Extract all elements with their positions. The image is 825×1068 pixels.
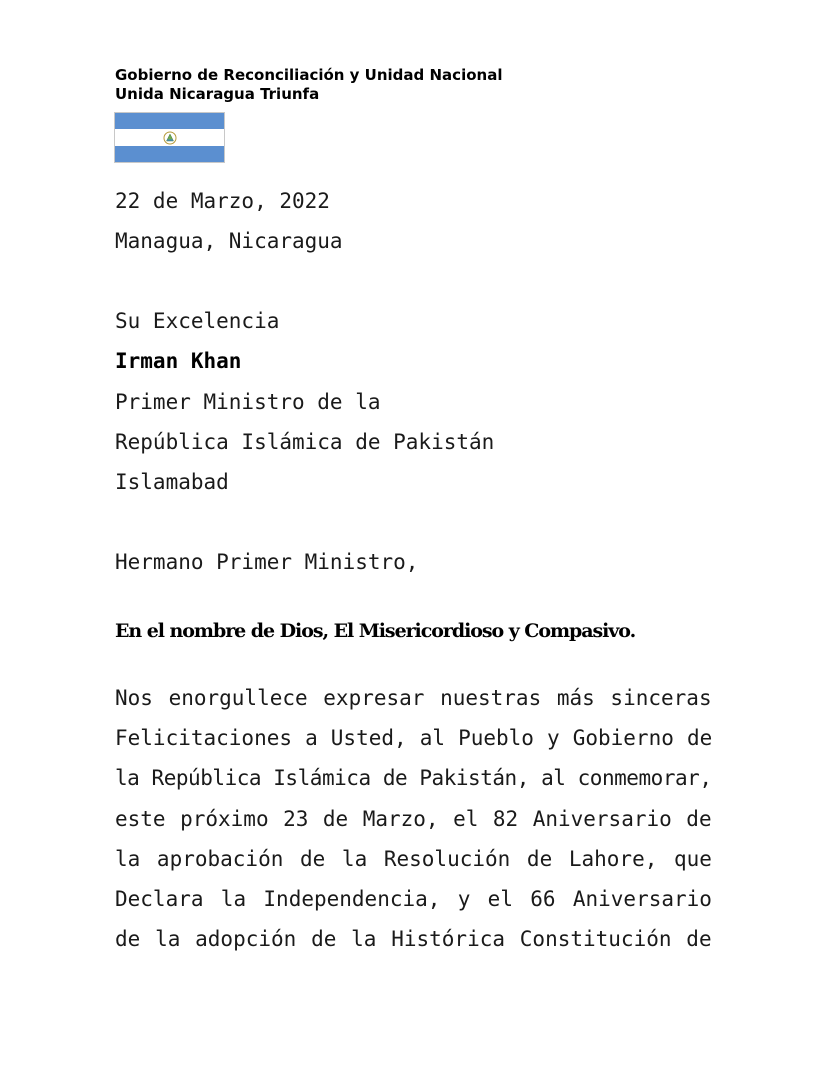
recipient-position-line2: República Islámica de Pakistán	[115, 430, 495, 454]
letter-greeting: Hermano Primer Ministro,	[115, 550, 419, 574]
letter-body	[115, 678, 712, 959]
body-line: Nos enorgullece expresar nuestras más sinceras	[115, 686, 712, 710]
letterhead	[115, 66, 502, 104]
recipient-name: Irman Khan	[115, 349, 242, 373]
body-line: este próximo 23 de Marzo, el 82 Aniversario de	[115, 806, 712, 831]
flag-top-stripe	[115, 113, 224, 129]
letter-place: Managua, Nicaragua	[115, 229, 343, 253]
letter-date: 22 de Marzo, 2022	[115, 189, 330, 213]
coat-of-arms-icon	[163, 131, 177, 145]
recipient-title: Su Excelencia	[115, 309, 280, 333]
flag-bottom-stripe	[115, 146, 224, 162]
letterhead-slogan: Unida Nicaragua Triunfa	[115, 85, 320, 103]
body-line: la República Islámica de Pakistán, al conmemorar,	[115, 766, 712, 791]
body-line: de la adopción de la Histórica Constitución de	[115, 927, 712, 952]
body-line: Declara la Independencia, y el 66 Aniversario	[115, 886, 712, 911]
letterhead-government-name: Gobierno de Reconciliación y Unidad Nacional	[115, 66, 503, 84]
body-line: la aprobación de la Resolución de Lahore, que	[115, 846, 712, 871]
recipient-position-line1: Primer Ministro de la	[115, 390, 381, 414]
body-line: Felicitaciones a Usted, al Pueblo y Gobierno de	[115, 726, 713, 751]
nicaragua-flag-icon	[114, 112, 225, 163]
recipient-city: Islamabad	[115, 470, 229, 494]
letter-invocation: En el nombre de Dios, El Misericordioso y Compasivo.	[115, 620, 636, 642]
